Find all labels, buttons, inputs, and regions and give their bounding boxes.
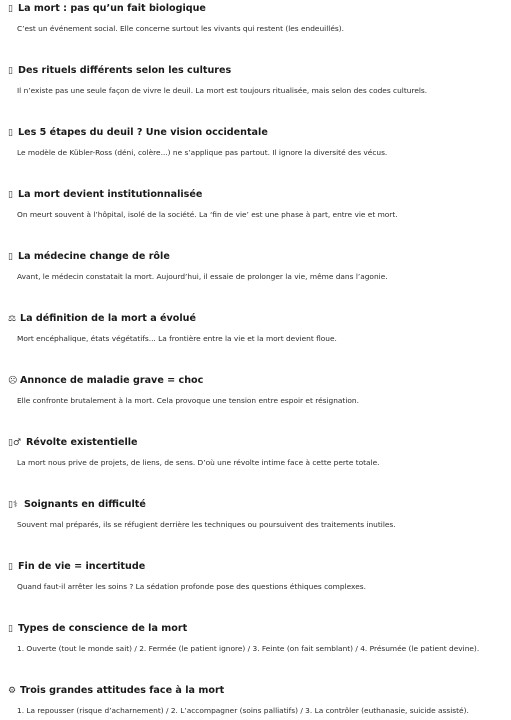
section-heading [8,313,507,325]
warning-circle-icon: ☹ [8,376,18,386]
section-title: Soignants en difficulté [24,499,146,510]
section-text: Avant, le médecin constatait la mort. Aujourd’hui, il essaie de prolonger la vie, même dans l’agonie. [17,272,388,281]
section-heading [8,561,507,573]
section-4 [8,251,507,282]
section-title: La mort devient institutionnalisée [18,189,203,200]
section-text: Elle confronte brutalement à la mort. Cela provoque une tension entre espoir et résignation. [17,396,359,405]
section-8 [8,499,507,530]
section-title: Les 5 étapes du deuil ? Une vision occidentale [18,127,268,138]
missing-glyph-icon: ▯ [8,562,13,572]
section-heading [8,623,507,635]
missing-glyph-icon: ▯ [8,190,13,200]
section-text: On meurt souvent à l’hôpital, isolé de la société. La ‘fin de vie’ est une phase à part, entre vie et mort. [17,210,398,219]
person-male-icon: ▯♂ [8,438,22,448]
section-heading [8,499,507,511]
section-5 [8,313,507,344]
section-text: Quand faut-il arrêter les soins ? La sédation profonde pose des questions éthiques complexes. [17,582,366,591]
section-title: Annonce de maladie grave = choc [20,375,204,386]
section-heading [8,3,507,15]
section-text: Souvent mal préparés, ils se réfugient derrière les techniques ou poursuivent des traitements inutiles. [17,520,396,529]
section-7 [8,437,507,468]
section-text: La mort nous prive de projets, de liens, de sens. D’où une révolte intime face à cette perte totale. [17,458,380,467]
section-heading [8,251,507,263]
missing-glyph-icon: ▯ [8,128,13,138]
section-9 [8,561,507,592]
missing-glyph-icon: ▯ [8,66,13,76]
section-title: Fin de vie = incertitude [18,561,146,572]
section-text: C’est un événement social. Elle concerne surtout les vivants qui restent (les endeuillés). [17,24,344,33]
section-11 [8,685,507,716]
section-3 [8,189,507,220]
section-6 [8,375,507,406]
section-title: La définition de la mort a évolué [20,313,197,324]
section-0 [8,3,507,34]
section-text: Il n’existe pas une seule façon de vivre le deuil. La mort est toujours ritualisée, mais selon des codes culturels. [17,86,428,95]
section-heading [8,65,507,77]
health-worker-icon: ▯⚕ [8,500,18,510]
section-text: 1. Ouverte (tout le monde sait) / 2. Fermée (le patient ignore) / 3. Feinte (on fait semblant) / 4. Présumée (le patient devine). [17,644,480,653]
section-title: La médecine change de rôle [18,251,170,262]
section-heading [8,127,507,139]
section-heading [8,375,507,387]
section-heading [8,437,507,449]
section-title: La mort : pas qu’un fait biologique [18,3,206,14]
missing-glyph-icon: ▯ [8,252,13,262]
section-heading [8,685,507,697]
scales-icon: ⚖ [8,314,17,324]
missing-glyph-icon: ▯ [8,4,13,14]
section-text: 1. La repousser (risque d’acharnement) / 2. L’accompagner (soins palliatifs) / 3. La contrôler (euthanasie, suicide assisté). [17,706,469,715]
section-1 [8,65,507,96]
section-title: Trois grandes attitudes face à la mort [20,685,225,696]
section-heading [8,189,507,201]
section-title: Des rituels différents selon les cultures [18,65,232,76]
gear-icon: ⚙ [8,686,17,696]
missing-glyph-icon: ▯ [8,624,13,634]
section-title: Révolte existentielle [26,437,138,448]
section-text: Mort encéphalique, états végétatifs... La frontière entre la vie et la mort devient floue. [17,334,337,343]
section-title: Types de conscience de la mort [18,623,188,634]
section-text: Le modèle de Kübler-Ross (déni, colère...) ne s’applique pas partout. Il ignore la diversité des vécus. [17,148,388,157]
section-2 [8,127,507,158]
section-10 [8,623,507,654]
